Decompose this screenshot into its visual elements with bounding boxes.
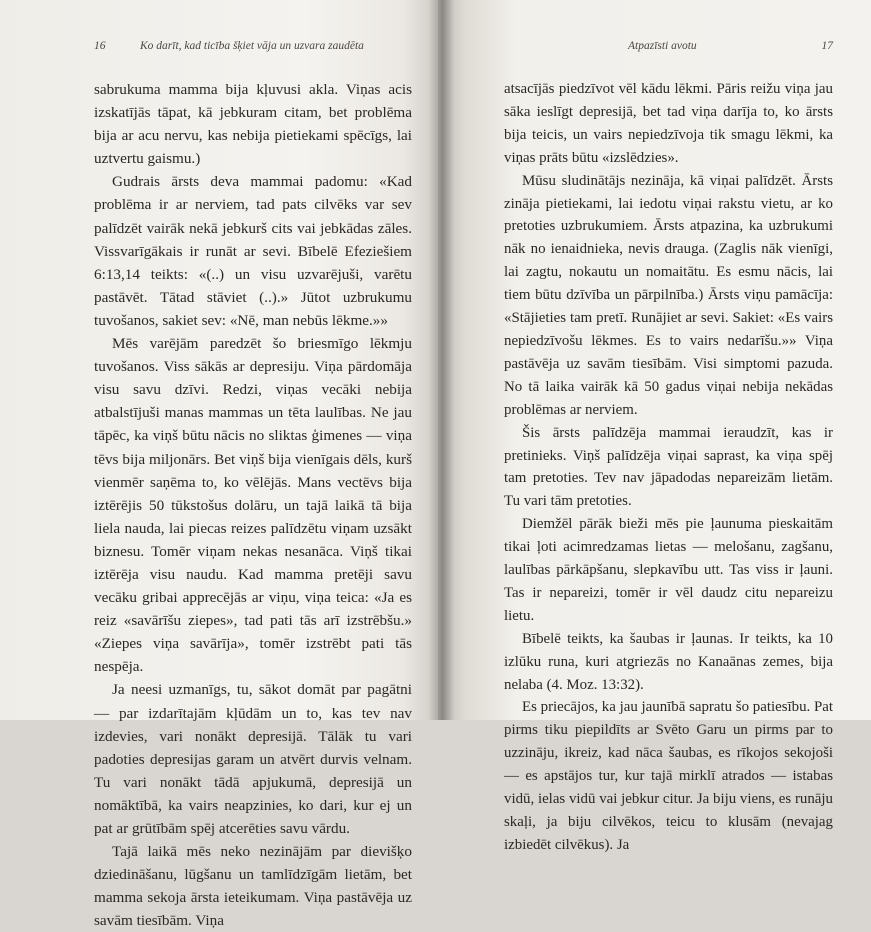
- right-page-header: [504, 40, 833, 60]
- running-head: Ko darīt, kad ticība šķiet vāja un uzvara zaudēta: [140, 40, 364, 52]
- paragraph: Diemžēl pārāk bieži mēs pie ļaunuma pieskaitām tikai ļoti acimredzamas lietas — melošanu, zagšanu, laulības pārkāpšanu, slepkavību utt. Tas viss ir ļauni. Tas ir nepareizi, tomēr ir vēl daudz citu nepareizu lietu.: [504, 516, 833, 624]
- paragraph: Šis ārsts palīdzēja mammai ieraudzīt, kas ir pretinieks. Viņš palīdzēja viņai saprast, ka viņa spēj tam pretoties. Tev nav jāpadodas nepareizām lietām. Tu vari tām pretoties.: [504, 424, 833, 510]
- running-head: Atpazīsti avotu: [628, 40, 697, 52]
- paragraph: Tajā laikā mēs neko nezinājām par dievišķo dziedināšanu, lūgšanu un tamlīdzīgām lietām, bet mamma sekoja ārsta ieteikumam. Viņa pastāvēja uz savām tiesībām. Viņa: [94, 843, 412, 930]
- left-page-body: [94, 78, 412, 932]
- paragraph: Gudrais ārsts deva mammai padomu: «Kad problēma ir ar nerviem, tad pats cilvēks var sev palīdzēt vairāk nekā jebkurš cits vai jebkādas zāles. Vissvarīgākais ir runāt ar sevi. Bībelē Efeziešiem 6:13,14 teikts: «(..) un visu uzvarējuši, varētu pastāvēt. Tātad stāviet (..).» Jūtot uzbrukumu tuvošanos, sakiet sev: «Nē, man nebūs lēkme.»»: [94, 173, 412, 329]
- paragraph: Ja neesi uzmanīgs, tu, sākot domāt par pagātni — par izdarītajām kļūdām un to, kas tev nav izdevies, vari nonākt depresijā. Tālāk tu vari padoties depresijas garam un atvērt durvis velnam. Tu vari nonākt tādā apjukumā, depresijā un nomāktībā, ka vairs neapzinies, ko dari, kur ej un pat ar grūtībām spēj atcerēties savu vārdu.: [94, 681, 412, 837]
- paragraph: sabrukuma mamma bija kļuvusi akla. Viņas acis izskatījās tāpat, kā jebkuram citam, bet problēma bija ar acu nervu, kas nebija pietiekami spēcīgs, lai uztvertu gaismu.): [94, 81, 412, 168]
- right-page-body: [504, 78, 833, 857]
- paragraph: Bībelē teikts, ka šaubas ir ļaunas. Ir teikts, ka 10 izlūku runa, kuri atgriezās no Kanaānas zemes, bija nelaba (4. Moz. 13:32).: [504, 630, 833, 693]
- page-number: 17: [821, 40, 833, 52]
- left-page-header: [94, 40, 412, 60]
- paragraph: Es priecājos, ka jau jaunībā sapratu šo patiesību. Pat pirms tiku piepildīts ar Svēto Garu un pirms par to uzzināju, ikreiz, kad nāca šaubas, es rīkojos sekojoši — es apstājos tur, kur tajā mirklī atrados — istabas vidū, ielas vidū vai jebkur citur. Ja biju viens, es runāju skaļi, ja biju cilvēkos, teicu to klusām (nevajag izbiedēt cilvēkus). Ja: [504, 699, 833, 853]
- right-page: [438, 0, 871, 853]
- paragraph: atsacījās piedzīvot vēl kādu lēkmi. Pāris reižu viņa jau sāka ieslīgt depresijā, bet tad viņa darīja to, ko ārsts bija teicis, un vairs nepiedzīvoja tik smagu lēkmi, ka viņas prāts būtu «izslēdzies».: [504, 81, 833, 166]
- paragraph: Mūsu sludinātājs nezināja, kā viņai palīdzēt. Ārsts zināja pietiekami, lai iedotu viņai rakstu vietu, ar ko pretoties uzbrukumiem. Ārsts atpazina, ka uzbrukumi nāk no ienaidnieka, nevis drauga. (Zaglis nāk vienīgi, lai zagtu, nokautu un nomaitātu. Es esmu nācis, lai tiem būtu dzīvība un pārpilnība.) Ārsts viņu pamācīja: «Stājieties tam pretī. Runājiet ar sevi. Sakiet: «Es vairs nepiedzīvošu lēkmes. Es to vairs nedarīšu.»» Viņa pastāvēja uz savām tiesībām. Visi simptomi pazuda. No tā laika vairāk kā 50 gadus viņai nebija nekādas problēmas ar nerviem.: [504, 172, 833, 418]
- paragraph: Mēs varējām paredzēt šo briesmīgo lēkmju tuvošanos. Viss sākās ar depresiju. Viņa pārdomāja visu savu dzīvi. Redzi, viņas vecāki nebija atbalstījuši manas mammas un tēta laulības. Ne jau tāpēc, ka viņš būtu nācis no sliktas ģimenes — viņa tēvs bija miljonārs. Bet viņš bija vienīgais dēls, kurš vienmēr saņēma to, ko vēlējās. Mans vectēvs bija iztērējis 50 tūkstošus dolāru, un tajā laikā tā bija liela nauda, lai piecas reizes palīdzētu viņam uzsākt biznesu. Tomēr viņam nekas nesanāca. Viņš tikai iztērēja visu naudu. Kad mamma pretēji savu vecāku gribai apprecējās ar viņu, viņa teica: «Ja es reiz «savārīšu ziepes», tad pati tās arī izstrēbšu.» «Ziepes viņa savārīja», tomēr izstrēbt pati tās nespēja.: [94, 335, 412, 676]
- page-number: 16: [94, 40, 106, 52]
